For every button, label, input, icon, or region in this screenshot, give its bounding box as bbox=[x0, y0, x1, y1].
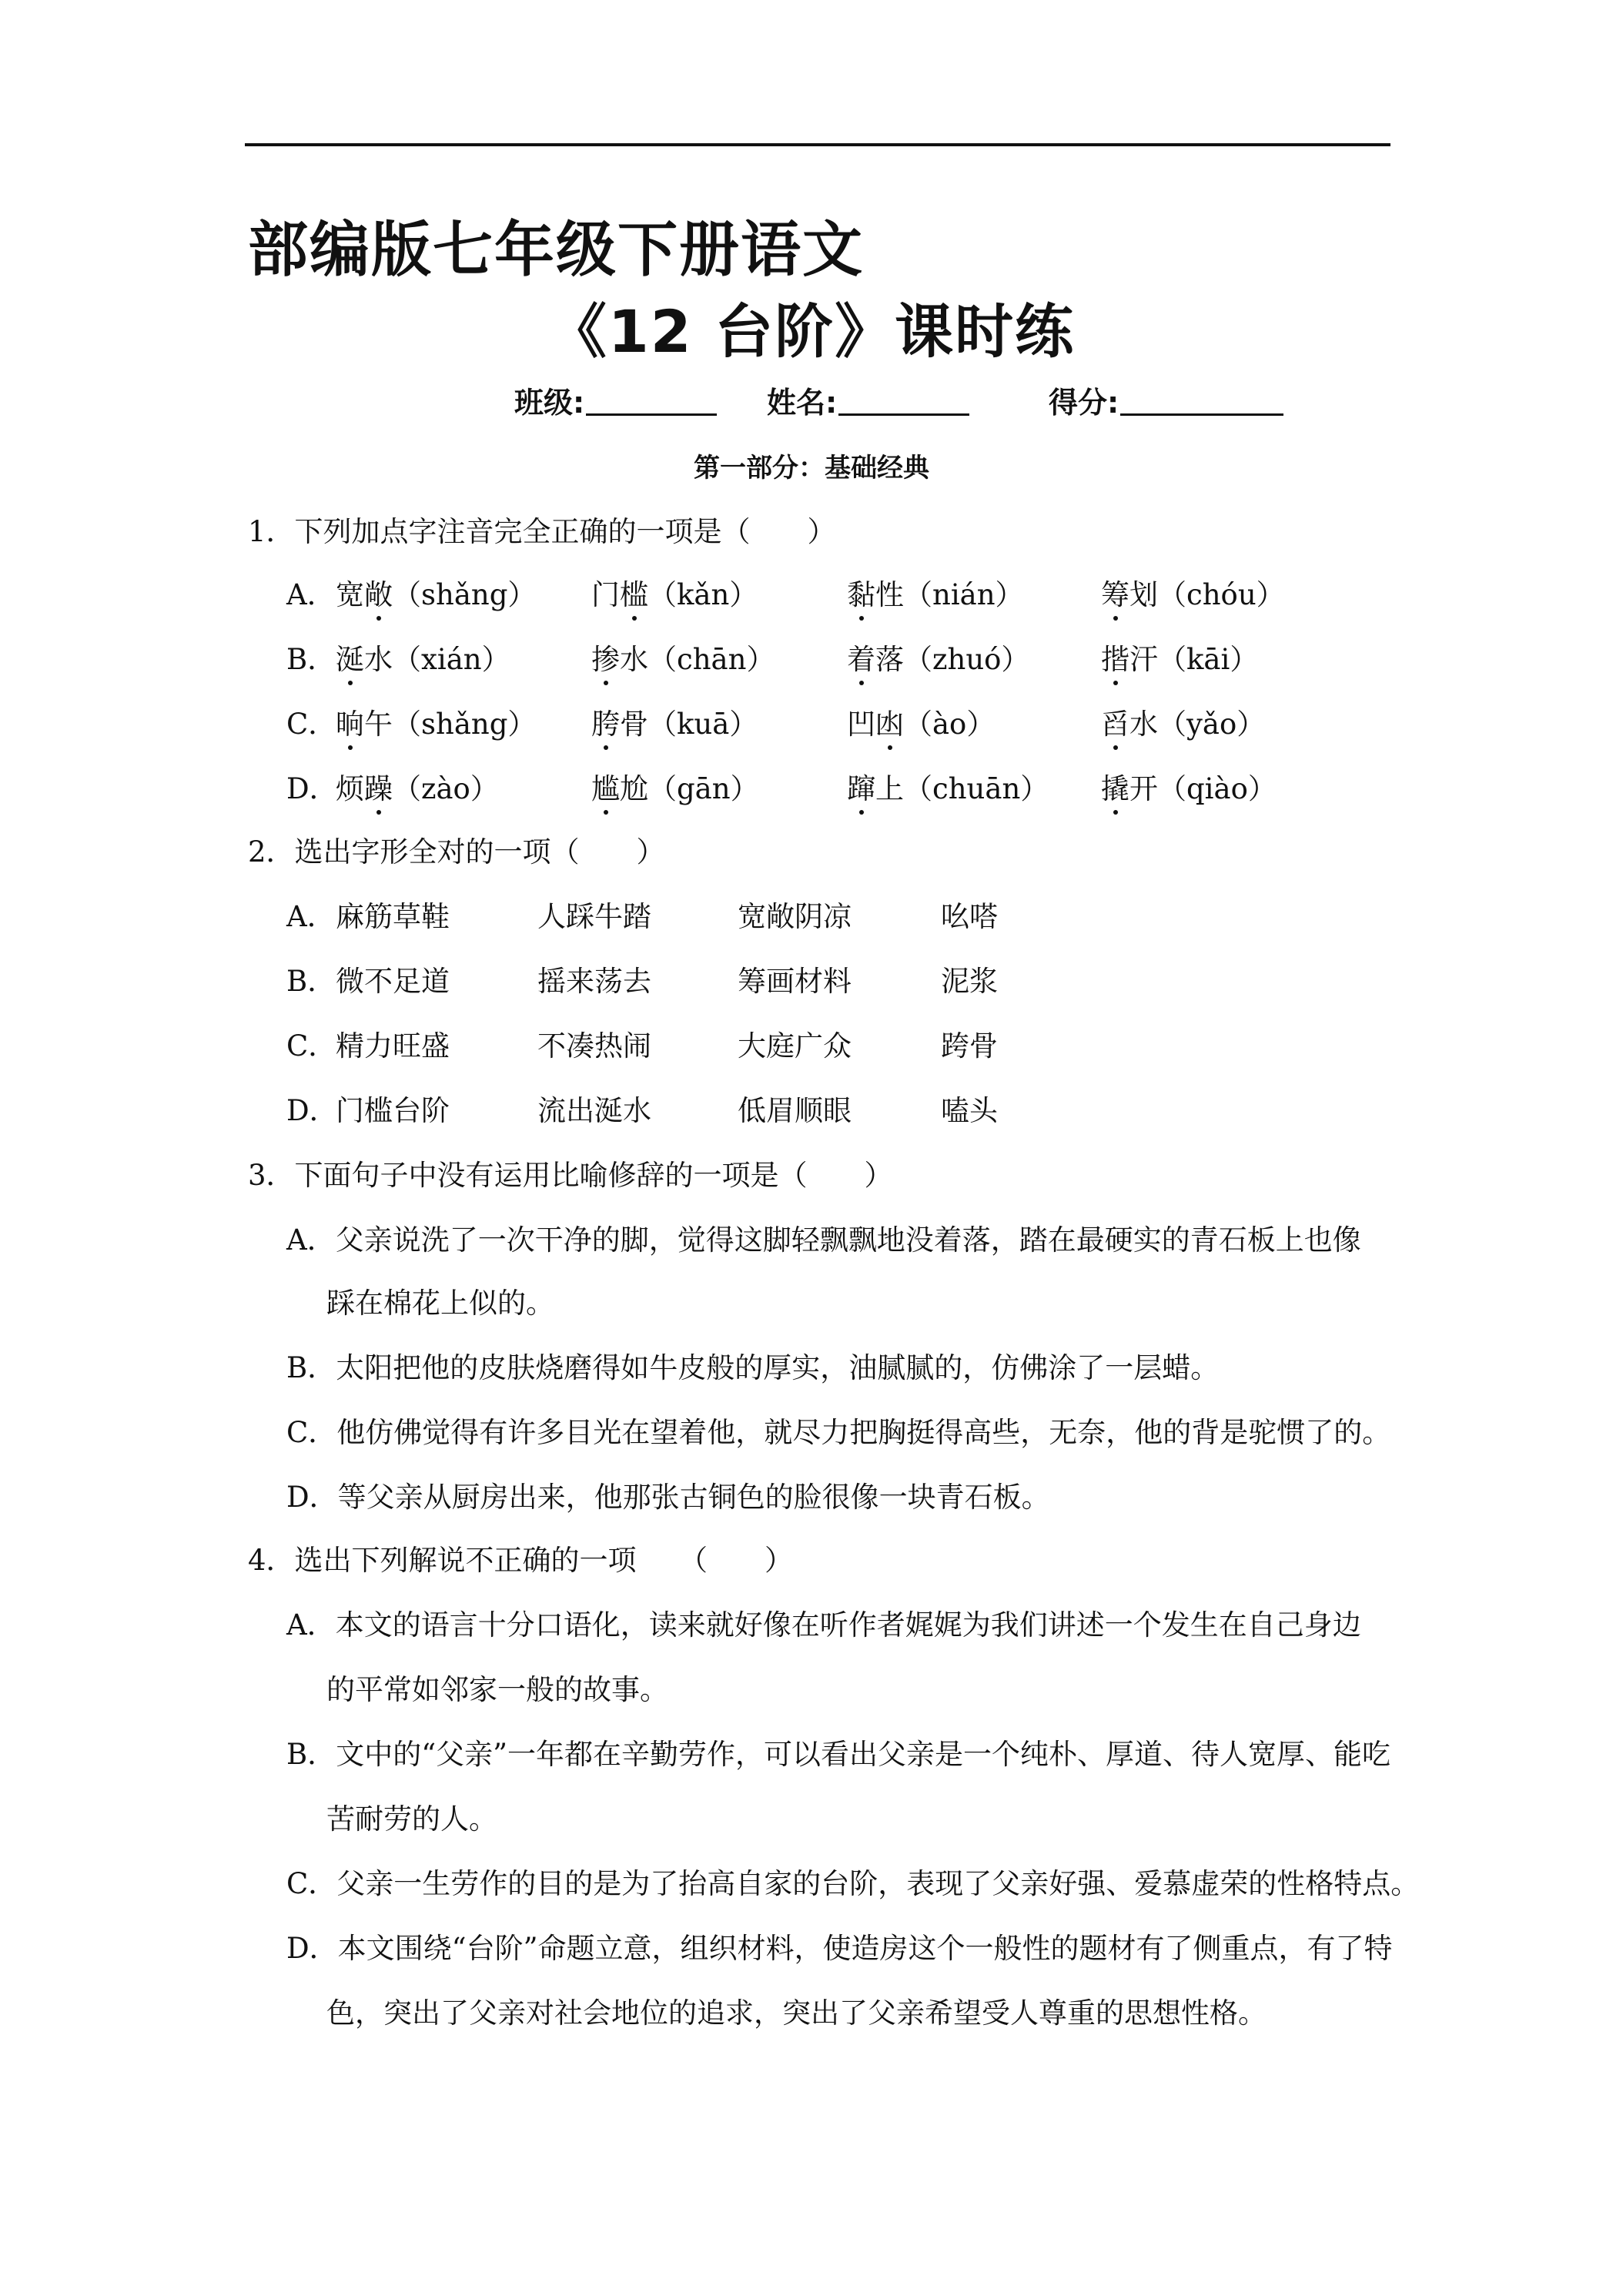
question-2-stem: 2．选出字形全对的一项（ ） bbox=[248, 835, 665, 869]
option-line: D．本文围绕“台阶”命题立意，组织材料，使造房这个一般性的题材有了侧重点，有了特 bbox=[286, 1932, 1393, 1965]
option-line: 色，突出了父亲对社会地位的追求，突出了父亲希望受人尊重的思想性格。 bbox=[326, 1996, 1267, 2030]
name-label: 姓名: bbox=[767, 386, 838, 420]
option-cell: 尴尬（gān） bbox=[591, 772, 759, 805]
option-cell: 胯骨（kuā） bbox=[591, 708, 758, 741]
option-letter: D． bbox=[286, 772, 338, 805]
option-cell: 揩汗（kāi） bbox=[1101, 643, 1259, 676]
option-cell: 嗑头 bbox=[941, 1094, 998, 1127]
option-cell: 摇来荡去 bbox=[537, 965, 651, 998]
question-1-stem: 1．下列加点字注音完全正确的一项是（ ） bbox=[248, 515, 836, 548]
option-cell: 门槛（kǎn） bbox=[591, 578, 758, 611]
option-line: A．本文的语言十分口语化，读来就好像在听作者娓娓为我们讲述一个发生在自己身边 bbox=[286, 1608, 1361, 1642]
section-title: 第一部分：基础经典 bbox=[694, 453, 929, 484]
option-cell: 大庭广众 bbox=[738, 1029, 852, 1063]
option-letter: B． bbox=[286, 965, 336, 998]
option-cell: 筹划（chóu） bbox=[1101, 578, 1285, 611]
option-cell: 撬开（qiào） bbox=[1101, 772, 1277, 805]
option-cell: 宽敞阴凉 bbox=[738, 900, 852, 933]
page-title: 部编版七年级下册语文 bbox=[248, 216, 865, 285]
option-cell: 宽敞（shǎng） bbox=[336, 578, 537, 611]
option-line: C．父亲一生劳作的目的是为了抬高自家的台阶，表现了父亲好强、爱慕虚荣的性格特点。 bbox=[286, 1867, 1420, 1900]
option-cell: 低眉顺眼 bbox=[738, 1094, 852, 1127]
option-cell: 精力旺盛 bbox=[336, 1029, 450, 1063]
option-cell: 吆嗒 bbox=[941, 900, 998, 933]
option-cell: 黏性（nián） bbox=[847, 578, 1024, 611]
option-cell: 凹凼（ào） bbox=[847, 708, 996, 741]
option-letter: A． bbox=[286, 900, 336, 933]
option-cell: 筹画材料 bbox=[738, 965, 852, 998]
name-field[interactable] bbox=[767, 379, 969, 421]
option-letter: C． bbox=[286, 1029, 337, 1063]
option-line: D．等父亲从厨房出来，他那张古铜色的脸很像一块青石板。 bbox=[286, 1481, 1050, 1514]
option-line: 的平常如邻家一般的故事。 bbox=[326, 1673, 668, 1706]
option-cell: 舀水（yǎo） bbox=[1101, 708, 1266, 741]
option-line: 踩在棉花上似的。 bbox=[326, 1287, 554, 1320]
option-cell: 流出涎水 bbox=[537, 1094, 651, 1127]
class-field[interactable] bbox=[514, 379, 717, 421]
question-4-stem: 4．选出下列解说不正确的一项 （ ） bbox=[248, 1544, 794, 1577]
option-cell: 涎水（xián） bbox=[336, 643, 510, 676]
question-3-stem: 3．下面句子中没有运用比喻修辞的一项是（ ） bbox=[248, 1159, 893, 1192]
option-line: A．父亲说洗了一次干净的脚，觉得这脚轻飘飘地没着落，踏在最硬实的青石板上也像 bbox=[286, 1223, 1361, 1257]
option-cell: 门槛台阶 bbox=[336, 1094, 450, 1127]
option-line: 苦耐劳的人。 bbox=[326, 1802, 497, 1836]
option-line: B．文中的“父亲”一年都在辛勤劳作，可以看出父亲是一个纯朴、厚道、待人宽厚、能吃 bbox=[286, 1738, 1391, 1771]
class-blank[interactable] bbox=[586, 386, 717, 416]
student-info-row bbox=[0, 379, 1623, 425]
option-letter: D． bbox=[286, 1094, 338, 1127]
option-cell: 微不足道 bbox=[336, 965, 450, 998]
option-letter: A． bbox=[286, 578, 336, 611]
class-label: 班级: bbox=[514, 386, 585, 420]
option-letter: B． bbox=[286, 643, 336, 676]
option-cell: 晌午（shǎng） bbox=[336, 708, 537, 741]
option-cell: 蹿上（chuān） bbox=[847, 772, 1049, 805]
option-cell: 麻筋草鞋 bbox=[336, 900, 450, 933]
score-label: 得分: bbox=[1049, 386, 1119, 420]
score-field[interactable] bbox=[1049, 379, 1283, 421]
name-blank[interactable] bbox=[838, 386, 969, 416]
option-cell: 掺水（chān） bbox=[591, 643, 775, 676]
score-blank[interactable] bbox=[1120, 386, 1283, 416]
option-cell: 泥浆 bbox=[941, 965, 998, 998]
option-line: B．太阳把他的皮肤烧磨得如牛皮般的厚实，油腻腻的，仿佛涂了一层蜡。 bbox=[286, 1351, 1220, 1384]
option-cell: 跨骨 bbox=[941, 1029, 998, 1063]
option-line: C．他仿佛觉得有许多目光在望着他，就尽力把胸挺得高些，无奈，他的背是驼惯了的。 bbox=[286, 1416, 1391, 1449]
option-cell: 不凑热闹 bbox=[537, 1029, 651, 1063]
option-cell: 烦躁（zào） bbox=[336, 772, 499, 805]
top-rule bbox=[245, 143, 1390, 146]
option-cell: 人踩牛踏 bbox=[537, 900, 651, 933]
option-cell: 着落（zhuó） bbox=[847, 643, 1030, 676]
option-letter: C． bbox=[286, 708, 337, 741]
lesson-title: 《12 台阶》课时练 bbox=[547, 297, 1076, 366]
